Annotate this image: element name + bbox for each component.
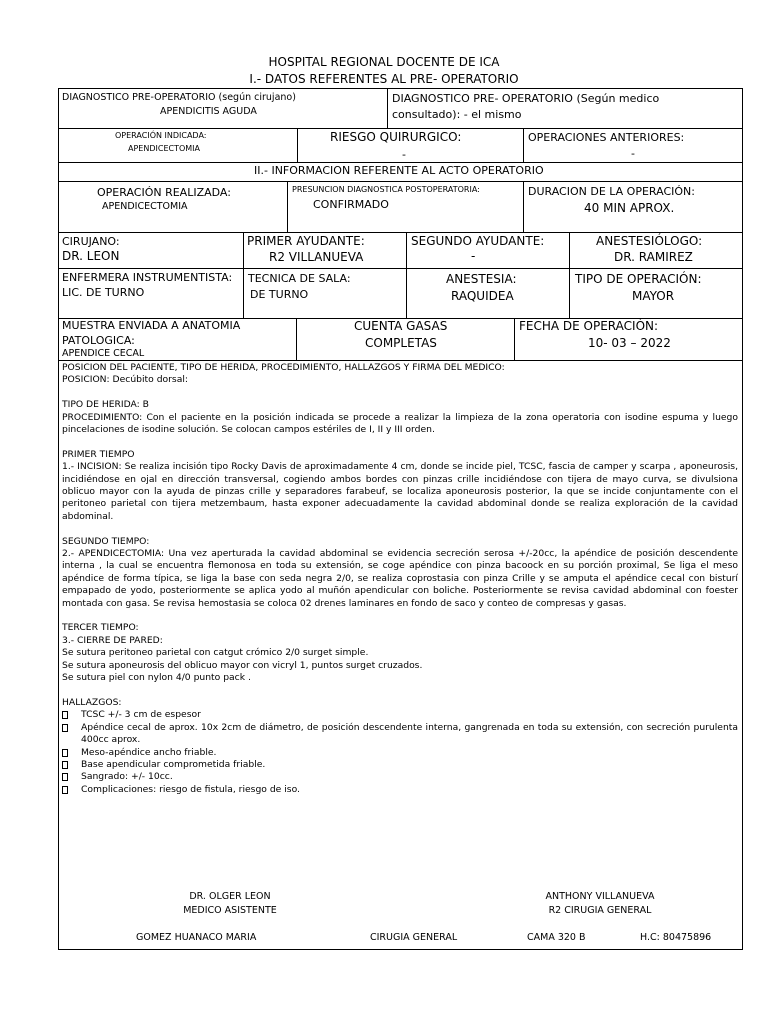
second-stage-text: 2.- APENDICECTOMIA: Una vez aperturada la cavidad abdominal se evidencia secreción serosa +/-20cc, la apéndice de posición descendente interna , la cual se encuentra flemonosa en toda su extensión, se coge apéndice con pinza bacoock en su porción proximal, Se liga el meso apéndice de forma típica, se liga la base con seda negra 2/0, se realiza coprostasia con pinza Crille y se amputa el apéndice cecal con bisturí empapado de yodo, posteriormente se aplica yodo al muñón apendicular con boliche. Posteriormente se revisa cavidad abdominal con foester montada con gasa. Se revisa hemostasia se coloca 02 drenes laminares en fondo de saco y conteo de compresas y gasas.	[62, 548, 738, 609]
wound-type-text: TIPO DE HERIDA: B	[62, 399, 149, 411]
divider	[523, 181, 524, 232]
surgeon-value: DR. LEON	[62, 249, 120, 263]
bullet-box-icon	[62, 749, 68, 757]
tech-label: TECNICA DE SALA:	[248, 272, 351, 285]
date-label: FECHA DE OPERACIÓN:	[519, 319, 659, 333]
gauze-value: COMPLETAS	[365, 336, 437, 350]
divider	[406, 232, 407, 318]
first-stage-title: PRIMER TIEMPO	[62, 448, 135, 460]
divider	[58, 232, 743, 233]
operative-report	[62, 362, 738, 796]
finding-item: TCSC +/- 3 cm de espesor	[62, 709, 738, 721]
procedure-text: PROCEDIMIENTO: Con el paciente en la posición indicada se procede a realizar la limpieza de la zona operatoria con isodine espuma y luego pincelaciones de isodine solución. Se colocan campos estériles de I, II y III orden.	[62, 411, 738, 436]
second-assistant-value: -	[471, 249, 476, 263]
first-stage-text: 1.- INCISION: Se realiza incisión tipo Rocky Davis de aproximadamente 4 cm, donde se incide piel, TCSC, fascia de camper y scarpa , aponeurosis, incidiéndose en ojal en dirección transversal, cogiendo ambos bordes con pinzas crille incidiéndose con tijera de mayo curva, se divulsiona oblicuo mayor con la ayuda de pinzas crille y separadores farabeuf, se localiza aponeurosis posterior, la que se incide conjuntamente con el peritoneo parietal con tijera metzembaum, hasta exponer adecuadamente la cavidad abdominal donde se realiza exploración de la cavidad abdominal.	[62, 461, 738, 522]
sample-value: APENDICE CECAL	[62, 348, 145, 359]
finding-item: Apéndice cecal de aprox. 10x 2cm de diámetro, de posición descendente interna, gangrenada en toda su extensión, con secreción purulenta 400cc aprox.	[62, 722, 738, 747]
closure-line: Se sutura aponeurosis del oblicuo mayor con vicryl 1, puntos surget cruzados.	[62, 659, 423, 671]
divider	[569, 232, 570, 268]
op-indicated-label: OPERACIÓN INDICADA:	[115, 131, 207, 140]
divider	[523, 128, 524, 162]
op-done-label: OPERACIÓN REALIZADA:	[97, 186, 231, 199]
finding-item: Sangrado: +/- 10cc.	[62, 771, 738, 783]
date-value: 10- 03 – 2022	[588, 336, 671, 350]
findings-title: HALLAZGOS:	[62, 696, 122, 708]
bed-number: CAMA 320 B	[527, 932, 586, 943]
bullet-box-icon	[62, 773, 68, 781]
prev-ops-label: OPERACIONES ANTERIORES:	[528, 131, 685, 144]
op-type-value: MAYOR	[632, 289, 675, 303]
closure-line: Se sutura peritoneo parietal con catgut crómico 2/0 surget simple.	[62, 647, 369, 659]
divider	[387, 88, 388, 128]
duration-value: 40 MIN APROX.	[584, 201, 675, 215]
divider	[58, 268, 743, 269]
finding-item: Base apendicular comprometida friable.	[62, 759, 738, 771]
signature-right-name: ANTHONY VILLANUEVA	[545, 891, 655, 902]
bullet-box-icon	[62, 711, 68, 719]
first-assistant-label: PRIMER AYUDANTE:	[247, 234, 365, 248]
duration-label: DURACION DE LA OPERACIÓN:	[528, 185, 695, 198]
anesthesiologist-value: DR. RAMIREZ	[614, 250, 693, 264]
clinical-record: H.C: 80475896	[640, 932, 712, 943]
service-name: CIRUGIA GENERAL	[370, 932, 458, 943]
sample-label: MUESTRA ENVIADA A ANATOMIA	[62, 319, 241, 332]
third-stage-subtitle: 3.- CIERRE DE PARED:	[62, 634, 163, 646]
risk-label: RIESGO QUIRURGICO:	[330, 130, 462, 144]
divider	[243, 232, 244, 318]
presumption-value: CONFIRMADO	[313, 198, 389, 211]
presumption-label: PRESUNCION DIAGNOSTICA POSTOPERATORIA:	[292, 185, 480, 194]
finding-item: Complicaciones: riesgo de fistula, riesgo de iso.	[62, 784, 738, 796]
closure-line: Se sutura piel con nylon 4/0 punto pack .	[62, 672, 251, 684]
nurse-value: LIC. DE TURNO	[62, 286, 145, 299]
divider	[58, 360, 743, 361]
dx-surgeon-value: APENDICITIS AGUDA	[160, 106, 257, 117]
nurse-label: ENFERMERA INSTRUMENTISTA:	[62, 271, 233, 284]
divider	[569, 268, 570, 318]
dx-surgeon-label: DIAGNOSTICO PRE-OPERATORIO (según cirujano)	[62, 92, 296, 103]
signature-right-role: R2 CIRUGIA GENERAL	[548, 905, 652, 916]
dx-consulted-label: DIAGNOSTICO PRE- OPERATORIO (Según medico	[392, 92, 660, 105]
prev-ops-value: -	[631, 147, 635, 160]
divider	[297, 128, 298, 162]
divider	[287, 181, 288, 232]
divider	[58, 128, 743, 129]
third-stage-title: TERCER TIEMPO:	[62, 622, 139, 634]
signature-left-role: MEDICO ASISTENTE	[183, 905, 277, 916]
risk-value: -	[402, 148, 406, 161]
op-type-label: TIPO DE OPERACIÓN:	[575, 272, 702, 286]
anesthesia-label: ANESTESIA:	[446, 272, 517, 286]
report-heading: POSICION DEL PACIENTE, TIPO DE HERIDA, PROCEDIMIENTO, HALLAZGOS Y FIRMA DEL MEDICO:	[62, 362, 505, 373]
section-1-title: I.- DATOS REFERENTES AL PRE- OPERATORIO	[249, 72, 519, 86]
divider	[514, 318, 515, 360]
anesthesiologist-label: ANESTESIÓLOGO:	[596, 234, 703, 248]
divider	[296, 318, 297, 360]
op-indicated-value: APENDICECTOMIA	[128, 144, 200, 153]
signature-left	[150, 890, 310, 918]
divider	[58, 181, 743, 182]
tech-value: DE TURNO	[250, 288, 309, 301]
divider	[58, 162, 743, 163]
sample-label-2: PATOLOGICA:	[62, 334, 135, 347]
bullet-box-icon	[62, 724, 68, 732]
first-assistant-value: R2 VILLANUEVA	[269, 250, 364, 264]
finding-item: Meso-apéndice ancho friable.	[62, 747, 738, 759]
anesthesia-value: RAQUIDEA	[451, 289, 514, 303]
signature-right	[515, 890, 685, 918]
section-2-title: II.- INFORMACION REFERENTE AL ACTO OPERATORIO	[254, 164, 544, 177]
gauze-label: CUENTA GASAS	[354, 319, 448, 333]
signature-left-name: DR. OLGER LEON	[189, 891, 271, 902]
hospital-title: HOSPITAL REGIONAL DOCENTE DE ICA	[268, 55, 500, 69]
second-assistant-label: SEGUNDO AYUDANTE:	[411, 234, 545, 248]
bullet-box-icon	[62, 786, 68, 794]
surgeon-label: CIRUJANO:	[62, 235, 120, 248]
second-stage-title: SEGUNDO TIEMPO:	[62, 535, 150, 547]
op-done-value: APENDICECTOMIA	[102, 201, 188, 212]
position-text: POSICION: Decúbito dorsal:	[62, 374, 188, 386]
patient-name: GOMEZ HUANACO MARIA	[136, 932, 257, 943]
dx-consulted-value: consultado): - el mismo	[392, 108, 522, 121]
bullet-box-icon	[62, 761, 68, 769]
